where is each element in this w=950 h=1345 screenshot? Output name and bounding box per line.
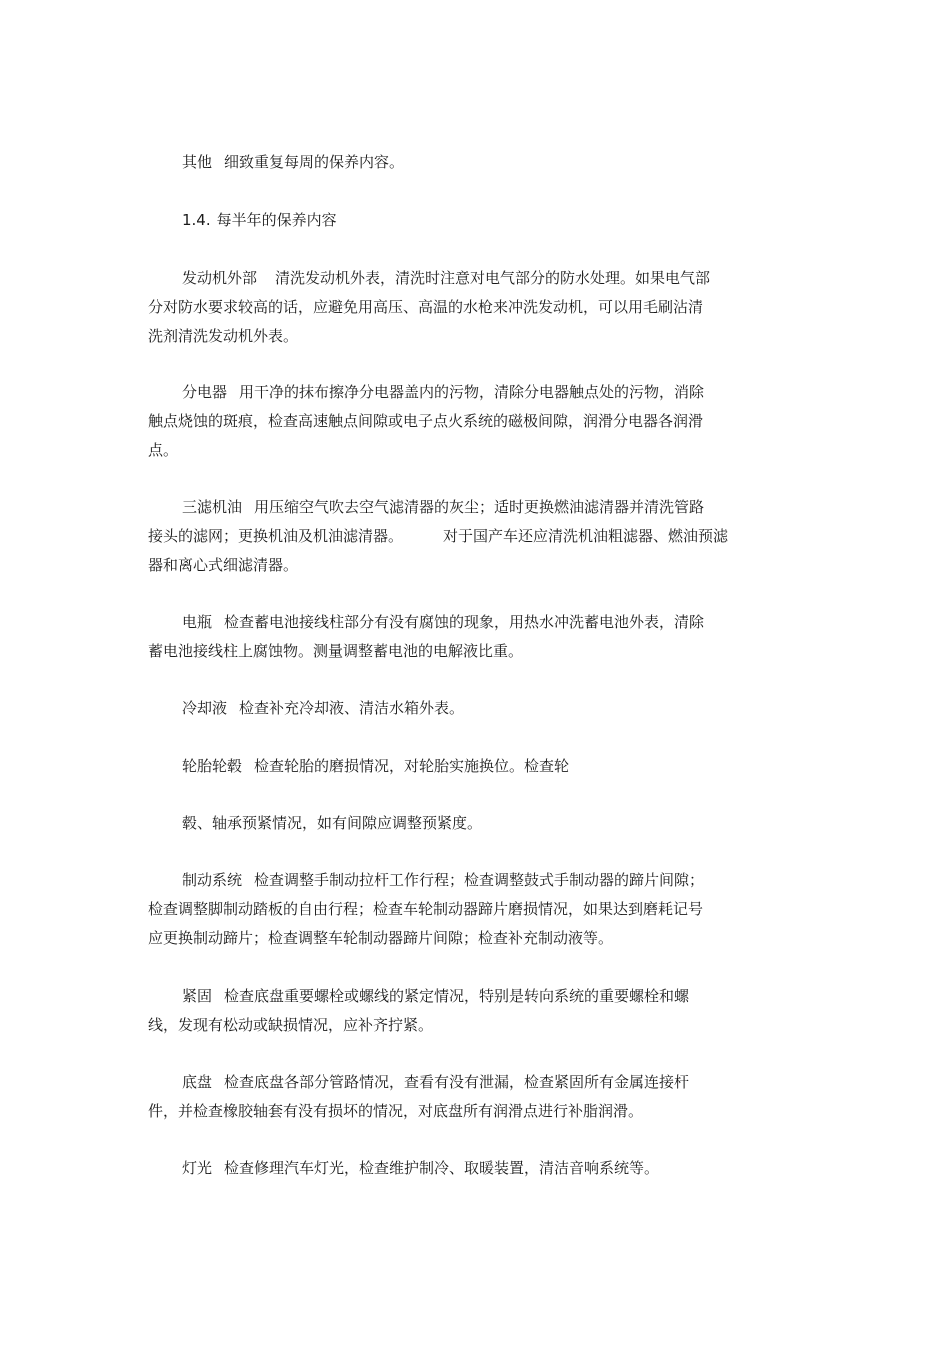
paragraph-line: 检查调整脚制动踏板的自由行程；检查车轮制动器蹄片磨损情况，如果达到磨耗记号 — [148, 900, 704, 918]
paragraph-line: 灯光 检查修理汽车灯光，检查维护制冷、取暖装置，清洁音响系统等。 — [182, 1159, 660, 1177]
paragraph-line: 线，发现有松动或缺损情况，应补齐拧紧。 — [148, 1016, 434, 1034]
paragraph-line: 轮胎轮毂 检查轮胎的磨损情况，对轮胎实施换位。检查轮 — [182, 757, 570, 775]
paragraph-line: 三滤机油 用压缩空气吹去空气滤清器的灰尘；适时更换燃油滤清器并清洗管路 — [182, 498, 705, 516]
paragraph-battery — [148, 608, 768, 666]
paragraph-line: 紧固 检查底盘重要螺栓或螺线的紧定情况，特别是转向系统的重要螺栓和螺 — [182, 987, 690, 1005]
paragraph-tires-hubs — [148, 752, 768, 781]
paragraph-filters-oil — [148, 493, 768, 580]
section-title: 每半年的保养内容 — [216, 211, 337, 229]
paragraph-chassis — [148, 1068, 768, 1126]
paragraph-other — [148, 148, 768, 177]
paragraph-line — [148, 206, 768, 235]
paragraph-term: 电瓶 — [182, 613, 213, 631]
paragraph-line: 其他 细致重复每周的保养内容。 — [182, 153, 405, 171]
paragraph-line: 蓄电池接线柱上腐蚀物。测量调整蓄电池的电解液比重。 — [148, 642, 524, 660]
paragraph-term: 轮胎轮毂 — [182, 757, 243, 775]
paragraph-hubs-bearings — [148, 809, 768, 838]
paragraph-term: 灯光 — [182, 1159, 213, 1177]
paragraph-line: 毂、轴承预紧情况，如有间隙应调整预紧度。 — [182, 814, 483, 832]
paragraph-line: 洗剂清洗发动机外表。 — [148, 327, 299, 345]
paragraph-line: 件，并检查橡胶轴套有没有损坏的情况，对底盘所有润滑点进行补脂润滑。 — [148, 1102, 644, 1120]
paragraph-term: 其他 — [182, 153, 213, 171]
paragraph-line: 点。 — [148, 441, 179, 459]
paragraph-line: 触点烧蚀的斑痕，检查高速触点间隙或电子点火系统的磁极间隙，润滑分电器各润滑 — [148, 412, 704, 430]
paragraph-term: 三滤机油 — [182, 498, 243, 516]
paragraph-line: 冷却液 检查补充冷却液、清洁水箱外表。 — [182, 699, 465, 717]
paragraph-line: 底盘 检查底盘各部分管路情况，查看有没有泄漏，检查紧固所有金属连接杆 — [182, 1073, 690, 1091]
section-number: 1.4. — [182, 211, 211, 229]
paragraph-fastening — [148, 982, 768, 1040]
paragraph-coolant — [148, 694, 768, 723]
paragraph-line: 接头的滤网；更换机油及机油滤清器。 对于国产车还应清洗机油粗滤器、燃油预滤 — [148, 527, 729, 545]
paragraph-line: 分对防水要求较高的话，应避免用高压、高温的水枪来冲洗发动机，可以用毛刷沾清 — [148, 298, 704, 316]
paragraph-brake-system — [148, 866, 768, 953]
paragraph-line: 电瓶 检查蓄电池接线柱部分有没有腐蚀的现象，用热水冲洗蓄电池外表，清除 — [182, 613, 705, 631]
paragraph-lights — [148, 1154, 768, 1183]
paragraph-term: 底盘 — [182, 1073, 213, 1091]
paragraph-term: 分电器 — [182, 383, 228, 401]
paragraph-line: 分电器 用干净的抹布擦净分电器盖内的污物，清除分电器触点处的污物，消除 — [182, 383, 705, 401]
paragraph-term: 发动机外部 — [182, 269, 258, 287]
paragraph-line: 应更换制动蹄片；检查调整车轮制动器蹄片间隙；检查补充制动液等。 — [148, 929, 614, 947]
paragraph-term: 冷却液 — [182, 699, 228, 717]
paragraph-line: 器和离心式细滤清器。 — [148, 556, 299, 574]
paragraph-line: 制动系统 检查调整手制动拉杆工作行程；检查调整鼓式手制动器的蹄片间隙； — [182, 871, 705, 889]
paragraph-engine-exterior — [148, 264, 768, 351]
paragraph-distributor — [148, 378, 768, 465]
paragraph-term: 制动系统 — [182, 871, 243, 889]
paragraph-line: 发动机外部 清洗发动机外表，清洗时注意对电气部分的防水处理。如果电气部 — [182, 269, 711, 287]
paragraph-term: 紧固 — [182, 987, 213, 1005]
section-heading — [148, 206, 768, 235]
